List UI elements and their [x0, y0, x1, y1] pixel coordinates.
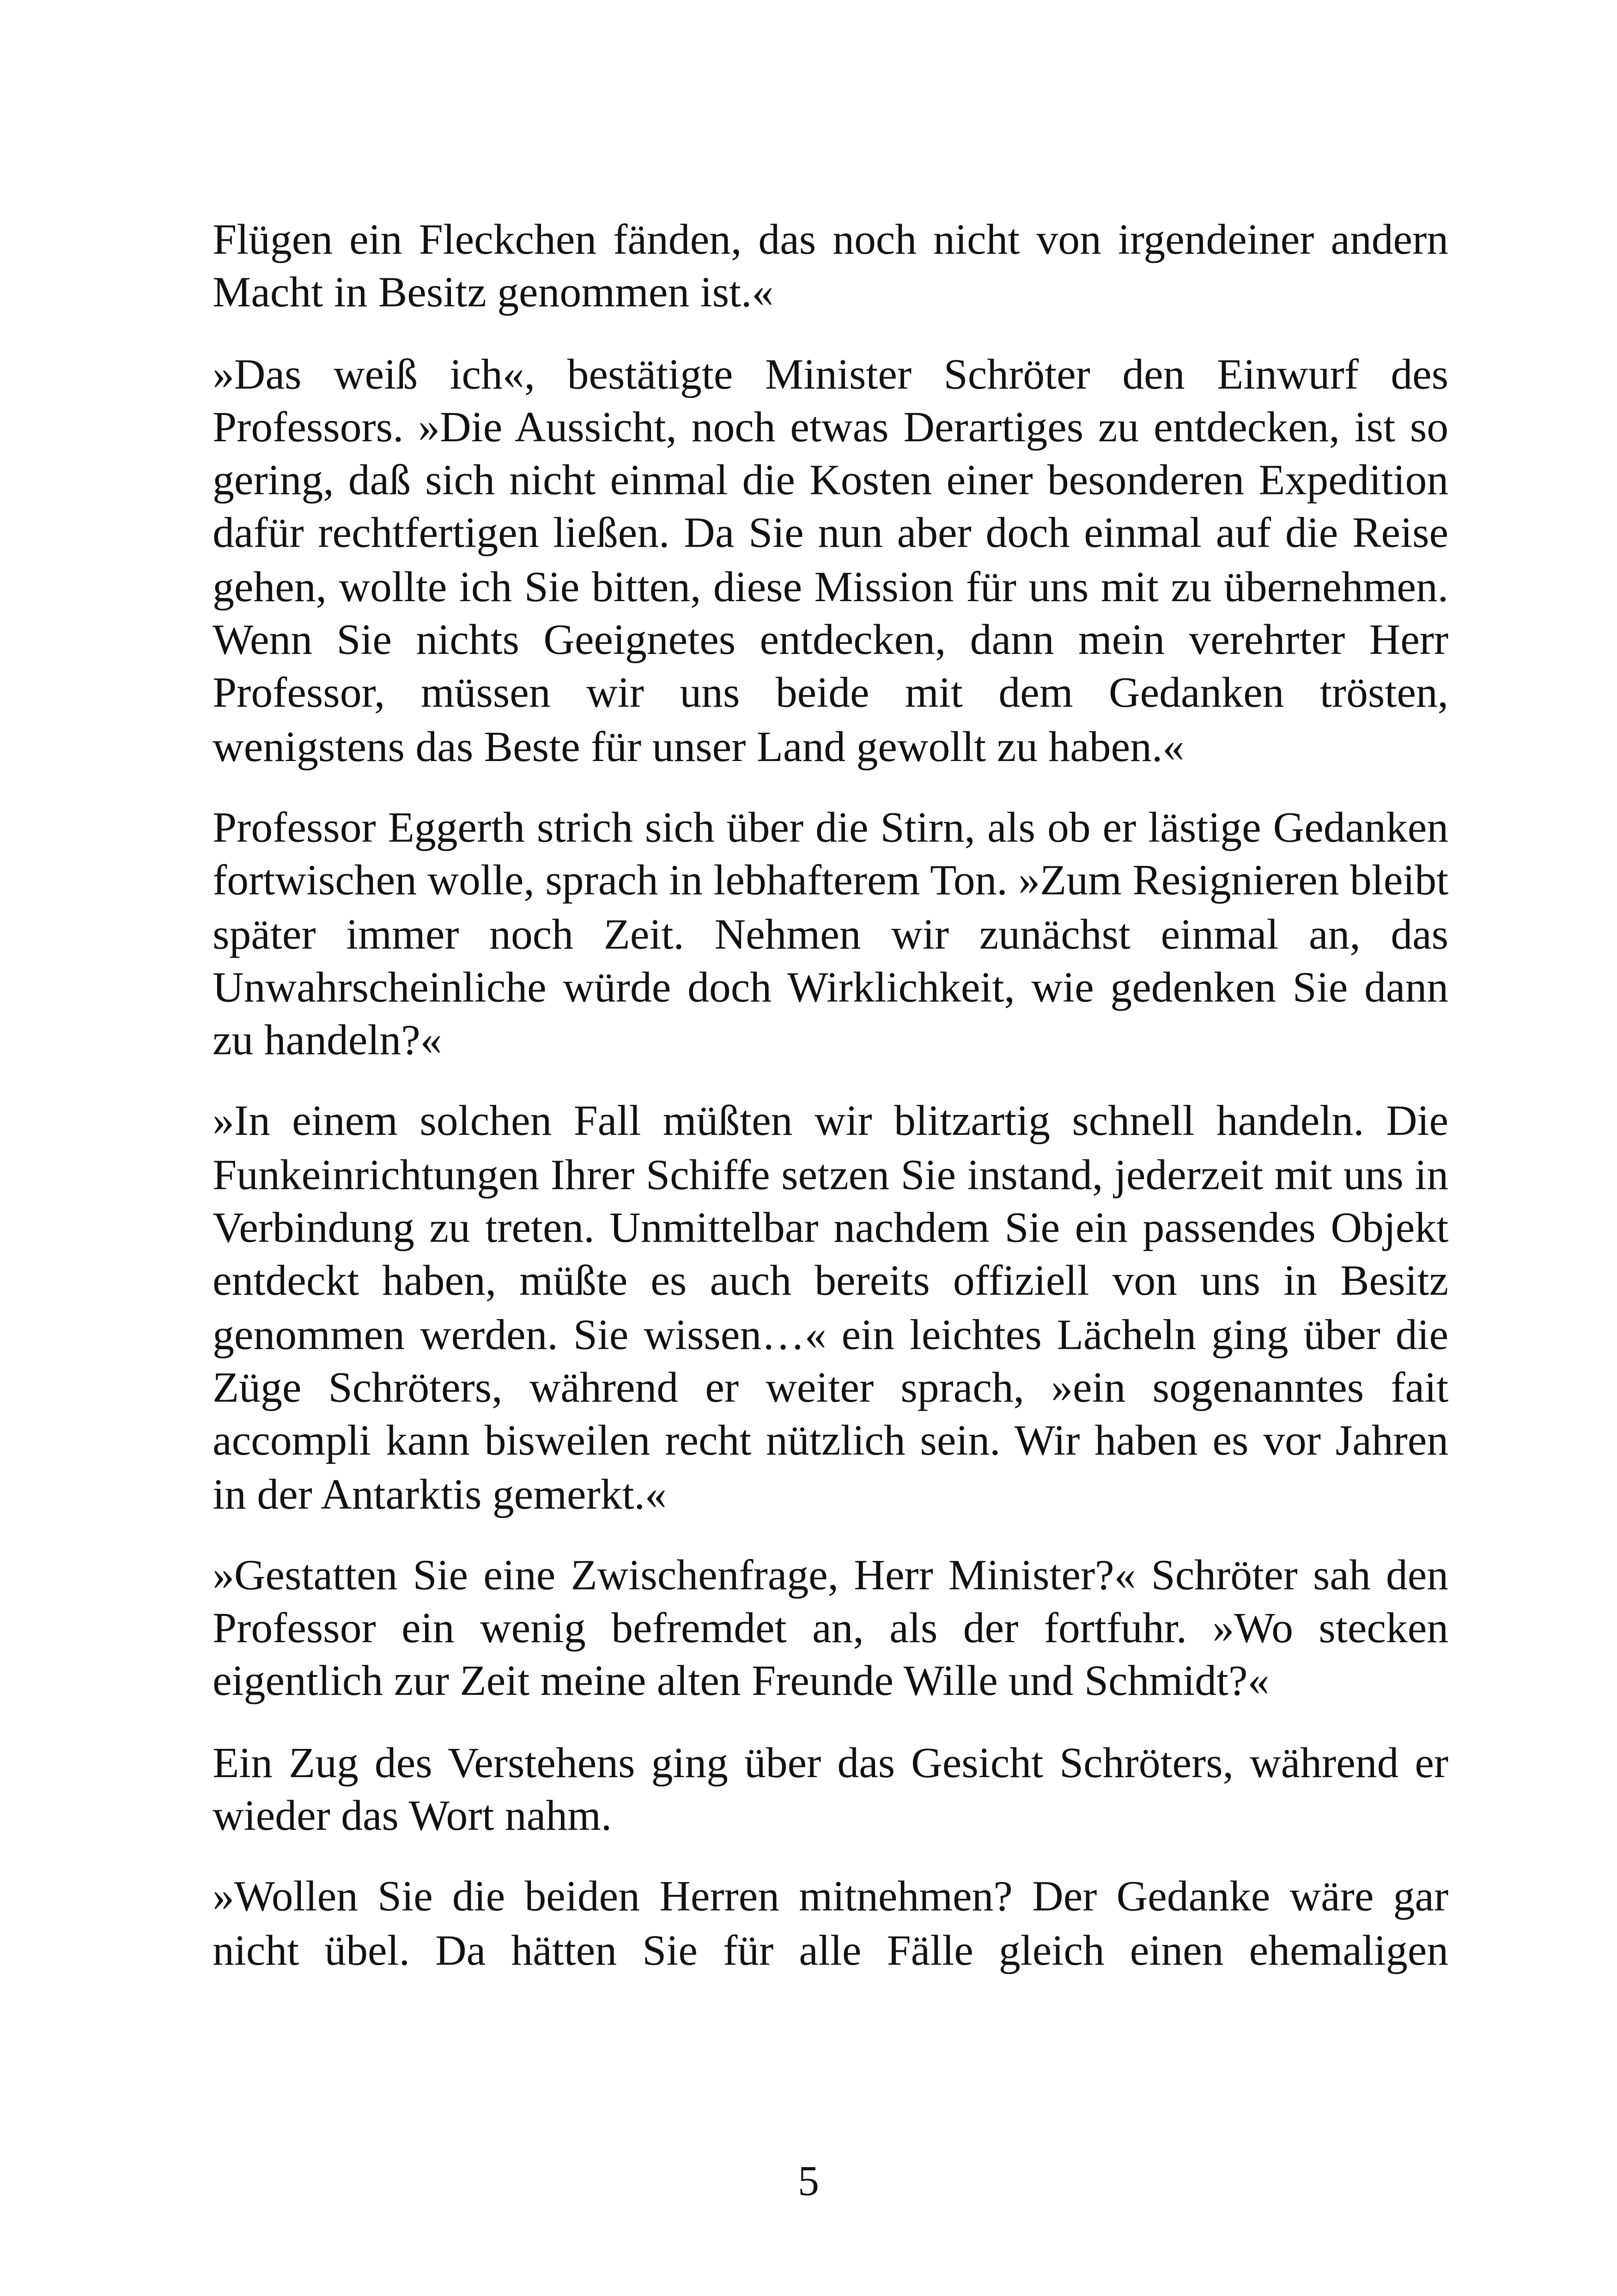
- paragraph-7: »Wollen Sie die beiden Herren mitnehmen? Der Gedanke wäre gar nicht übel. Da hätten Sie für alle Fälle gleich einen ehemaligen: [213, 1874, 1449, 1975]
- paragraph-3: Professor Eggerth strich sich über die Stirn, als ob er lästige Gedanken fortwischen wolle, sprach in lebhafterem Ton. »Zum Resignieren bleibt später immer noch Zeit. Nehmen wir zunächst einmal an, das Unwahrscheinliche würde doch Wirklichkeit, wie gedenken Sie dann zu handeln?«: [213, 804, 1449, 1065]
- paragraph-6: Ein Zug des Verstehens ging über das Gesicht Schröters, während er wieder das Wort nahm.: [213, 1740, 1449, 1840]
- paragraph-2: »Das weiß ich«, bestätigte Minister Schröter den Einwurf des Professors. »Die Aussicht, noch etwas Derartiges zu entdecken, ist so gering, daß sich nicht einmal die Kosten einer besonderen Expedition dafür rechtfertigen ließen. Da Sie nun aber doch einmal auf die Reise gehen, wollte ich Sie bitten, diese Mission für uns mit zu übernehmen. Wenn Sie nichts Geeignetes entdecken, dann mein verehrter Herr Professor, müssen wir uns beide mit dem Gedanken trösten, wenigstens das Beste für unser Land gewollt zu haben.«: [213, 351, 1449, 771]
- body-text: [213, 214, 1448, 2005]
- paragraph-4: »In einem solchen Fall müßten wir blitzartig schnell handeln. Die Funkeinrichtungen Ihrer Schiffe setzen Sie instand, jederzeit mit uns in Verbindung zu treten. Unmittelbar nachdem Sie ein passendes Objekt entdeckt haben, müßte es auch bereits offiziell von uns in Besitz genommen werden. Sie wissen…« ein leichtes Lächeln ging über die Züge Schröters, während er weiter sprach, »ein sogenanntes fait accompli kann bisweilen recht nützlich sein. Wir haben es vor Jahren in der Antarktis gemerkt.«: [213, 1099, 1449, 1518]
- paragraph-5: »Gestatten Sie eine Zwischenfrage, Herr Minister?« Schröter sah den Professor ein wenig befremdet an, als der fortfuhr. »Wo stecken eigentlich zur Zeit meine alten Freunde Wille und Schmidt?«: [213, 1552, 1449, 1706]
- page-number: 5: [798, 2158, 820, 2205]
- paragraph-1: Flügen ein Fleckchen fänden, das noch nicht von irgendeiner andern Macht in Besitz genommen ist.«: [213, 217, 1449, 317]
